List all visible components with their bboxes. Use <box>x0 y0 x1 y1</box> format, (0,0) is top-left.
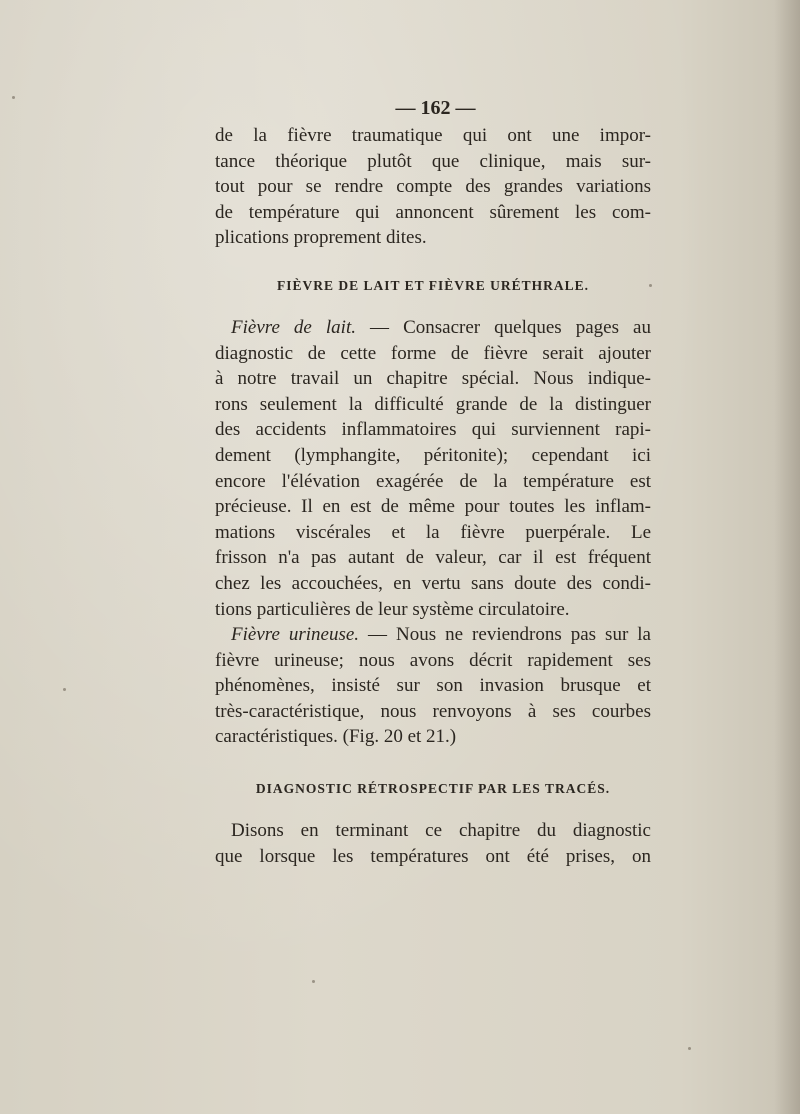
paper-speck <box>63 688 66 691</box>
text-line: des accidents inflammatoires qui surviennent rapi- <box>215 419 651 441</box>
paragraph-4 <box>215 818 651 869</box>
text-line: phénomènes, insisté sur son invasion brusque et <box>215 675 651 697</box>
paper-speck <box>312 980 315 983</box>
text-run: — Nous ne reviendrons pas sur la <box>359 624 651 646</box>
text-line: tout pour se rendre compte des grandes variations <box>215 176 651 198</box>
paragraph-1 <box>215 123 651 251</box>
text-line: de la fièvre traumatique qui ont une impor- <box>215 125 651 146</box>
text-line: dement (lymphangite, péritonite); cependant ici <box>215 444 651 466</box>
text-line: rons seulement la difficulté grande de la distinguer <box>215 393 651 415</box>
text-line: plications proprement dites. <box>215 227 427 249</box>
text-line <box>215 315 651 341</box>
text-line: chez les accouchées, en vertu sans doute des condi- <box>215 572 651 594</box>
paper-speck <box>12 96 15 99</box>
text-column <box>215 93 651 869</box>
paragraph-2 <box>215 315 651 622</box>
text-line: tance théorique plutôt que clinique, mais sur- <box>215 150 651 172</box>
paragraph-3 <box>215 622 651 750</box>
text-line: caractéristiques. (Fig. 20 et 21.) <box>215 726 457 748</box>
text-line: précieuse. Il en est de même pour toutes les inflam- <box>215 496 651 518</box>
section-heading-diagnostic-retrospectif: DIAGNOSTIC RÉTROSPECTIF PAR LES TRACÉS. <box>255 781 611 797</box>
text-line: frisson n'a pas autant de valeur, car il est fréquent <box>215 547 651 569</box>
paper-speck <box>688 1047 691 1050</box>
run-in-heading: Fièvre de lait. <box>231 316 356 338</box>
text-line: tions particulières de leur système circulatoire. <box>215 598 570 620</box>
page-edge-shadow <box>774 0 800 1114</box>
text-line: Disons en terminant ce chapitre du diagnostic <box>231 820 651 842</box>
text-line: fièvre urineuse; nous avons décrit rapidement ses <box>215 649 651 671</box>
run-in-heading: Fièvre urineuse. <box>231 624 360 646</box>
section-heading-fievre-de-lait: FIÈVRE DE LAIT ET FIÈVRE URÉTHRALE. <box>276 277 590 293</box>
text-line <box>215 622 651 648</box>
text-line: mations viscérales et la fièvre puerpérale. Le <box>215 521 651 543</box>
text-line: encore l'élévation exagérée de la température est <box>215 470 651 492</box>
text-line: que lorsque les températures ont été prises, on <box>215 845 651 867</box>
text-line: très-caractéristique, nous renvoyons à ses courbes <box>215 700 651 722</box>
page-number: — 162 — <box>395 97 476 119</box>
text-run: — Consacrer quelques pages au <box>356 316 651 338</box>
text-line: de température qui annoncent sûrement les com- <box>215 201 651 223</box>
text-line: diagnostic de cette forme de fièvre serait ajouter <box>215 342 651 364</box>
text-line: à notre travail un chapitre spécial. Nous indique- <box>215 368 651 390</box>
